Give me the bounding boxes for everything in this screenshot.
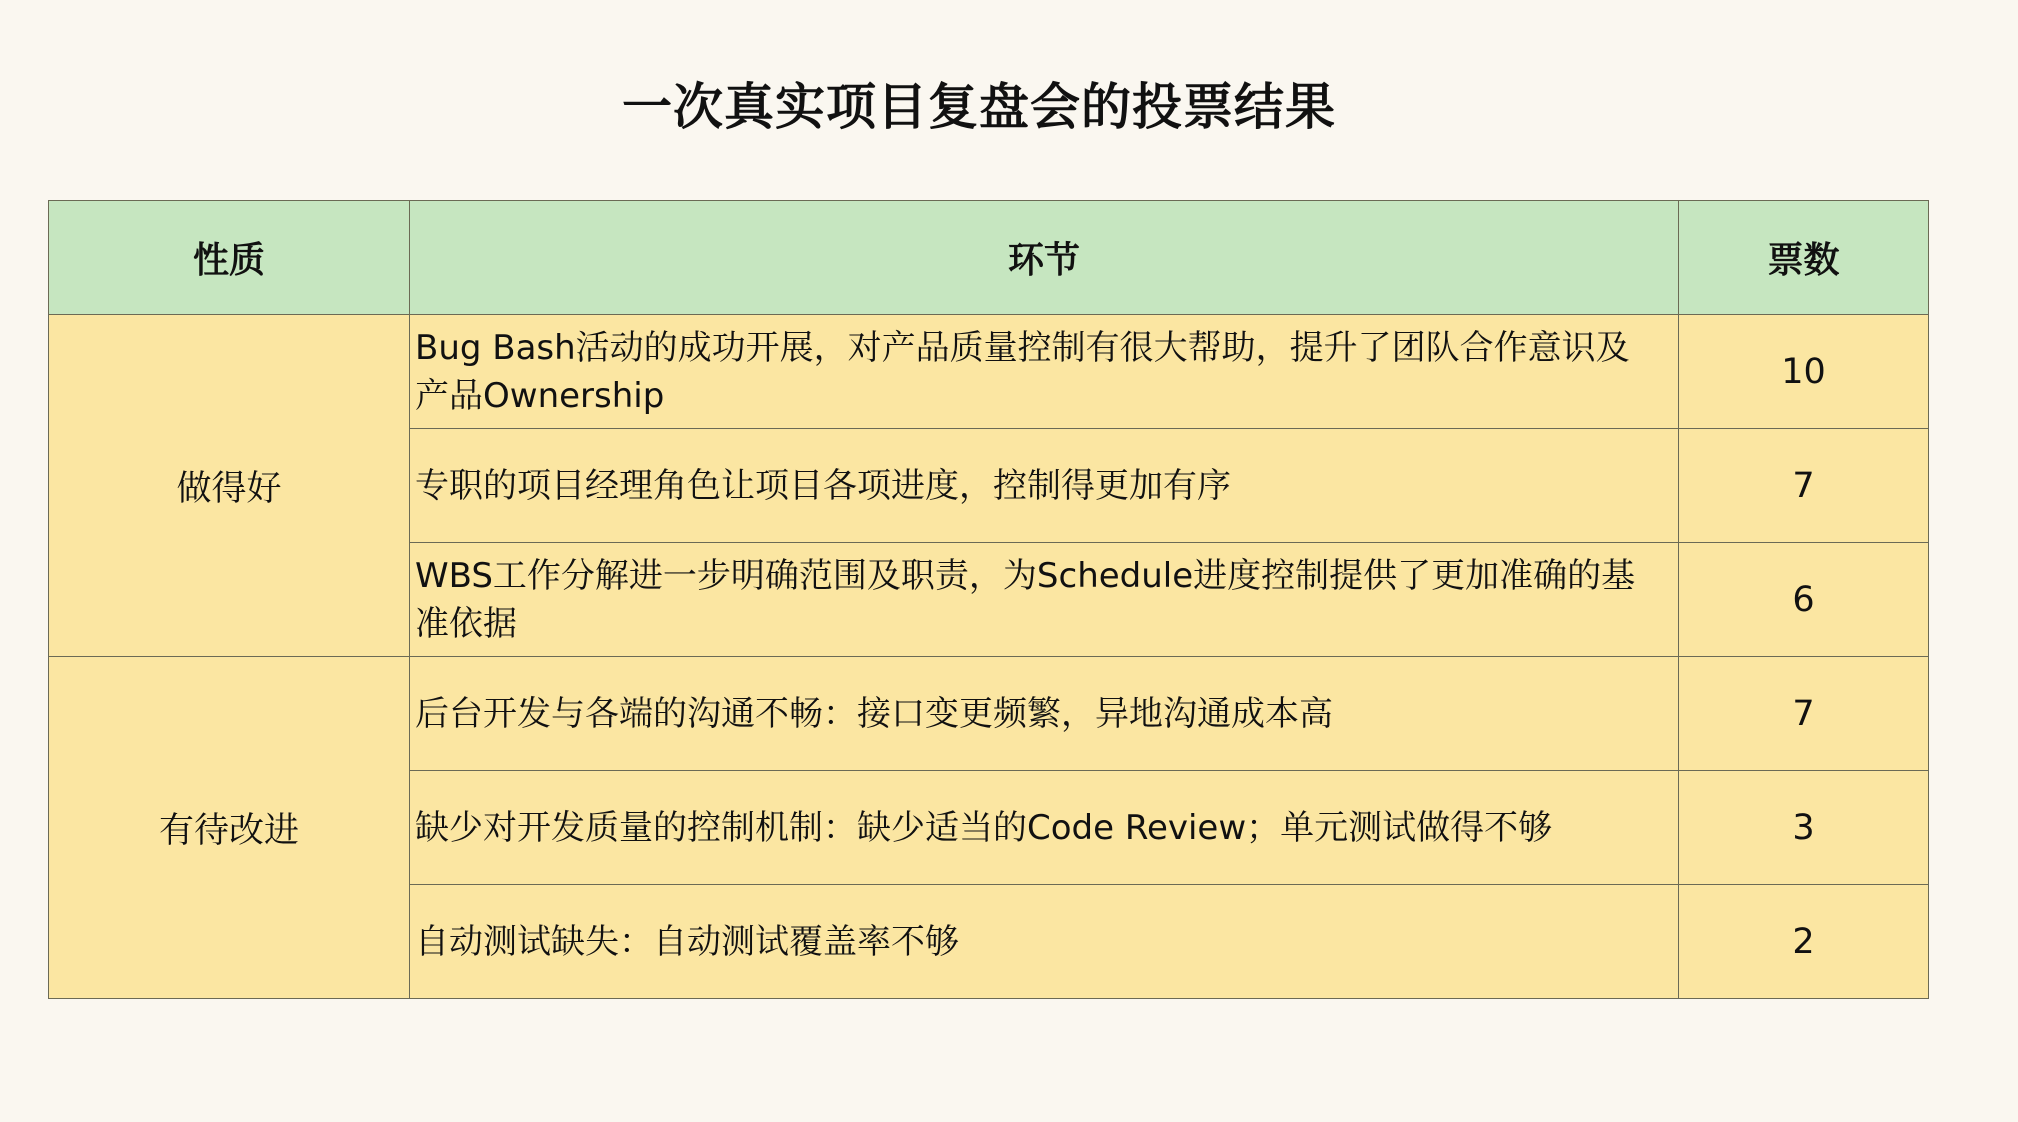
table-row xyxy=(49,657,1929,771)
vote-results-table xyxy=(48,200,1929,999)
item-cell: WBS工作分解进一步明确范围及职责，为Schedule进度控制提供了更加准确的基准依据 xyxy=(410,543,1679,657)
vote-count: 6 xyxy=(1679,543,1929,657)
item-cell: 缺少对开发质量的控制机制：缺少适当的Code Review；单元测试做得不够 xyxy=(410,771,1679,885)
vote-count: 7 xyxy=(1679,429,1929,543)
item-cell: 后台开发与各端的沟通不畅：接口变更频繁，异地沟通成本高 xyxy=(410,657,1679,771)
header-votes: 票数 xyxy=(1679,201,1929,315)
item-cell: 专职的项目经理角色让项目各项进度，控制得更加有序 xyxy=(410,429,1679,543)
page-title: 一次真实项目复盘会的投票结果 xyxy=(622,78,1336,136)
table-row xyxy=(49,315,1929,429)
category-done-well: 做得好 xyxy=(49,315,410,657)
item-cell: 自动测试缺失：自动测试覆盖率不够 xyxy=(410,885,1679,999)
header-nature: 性质 xyxy=(49,201,410,315)
vote-count: 3 xyxy=(1679,771,1929,885)
header-stage: 环节 xyxy=(410,201,1679,315)
table-header-row xyxy=(49,201,1929,315)
vote-count: 10 xyxy=(1679,315,1929,429)
vote-count: 7 xyxy=(1679,657,1929,771)
category-to-improve: 有待改进 xyxy=(49,657,410,999)
item-cell: Bug Bash活动的成功开展，对产品质量控制有很大帮助，提升了团队合作意识及产品Ownership xyxy=(410,315,1679,429)
vote-count: 2 xyxy=(1679,885,1929,999)
